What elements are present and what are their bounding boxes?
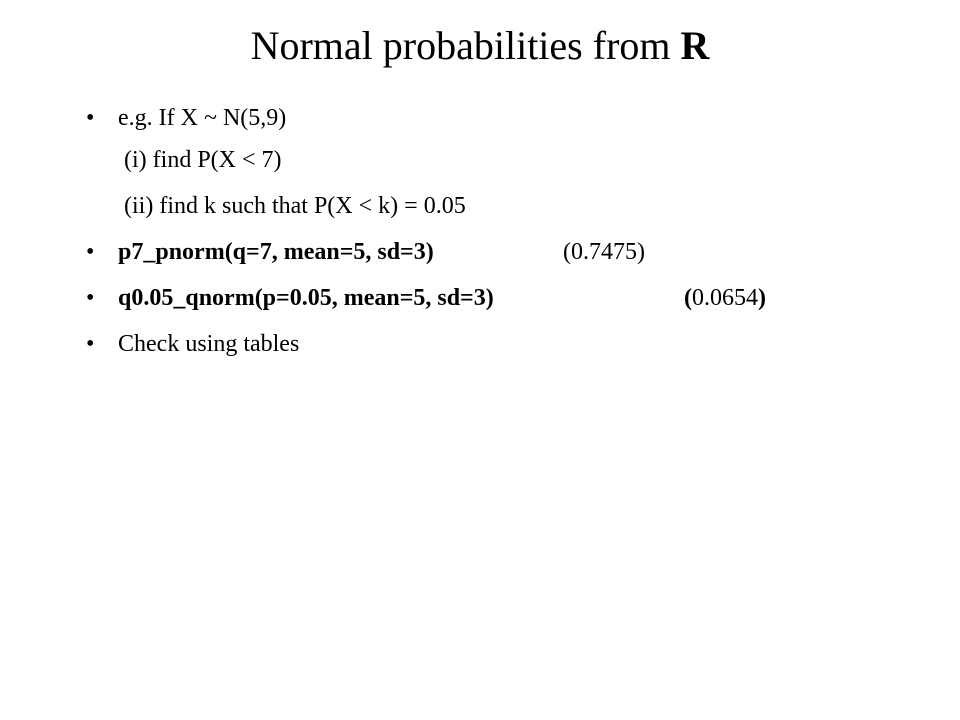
slide-title-bold: R (680, 23, 710, 68)
subitem-1-text: (i) find P(X < 7) (124, 147, 282, 173)
bullet-3-code: q0.05_qnorm(p=0.05, mean=5, sd=3) (118, 285, 494, 311)
bullet-1-dot: • (86, 105, 95, 131)
slide-title-text: Normal probabilities from (250, 23, 681, 68)
bullet-1-text: e.g. If X ~ N(5,9) (118, 105, 287, 131)
bullet-4-text: Check using tables (118, 331, 300, 357)
slide-title (0, 16, 960, 76)
bullet-3-result-value: 0.0654 (692, 285, 758, 311)
bullet-3-result-close: ) (758, 285, 766, 311)
bullet-2-result: (0.7475) (563, 239, 645, 265)
bullet-4-dot: • (86, 331, 95, 357)
bullet-2-dot: • (86, 239, 95, 265)
bullet-3-result (684, 282, 766, 314)
bullet-3-result-open: ( (684, 285, 692, 311)
bullet-3-dot: • (86, 285, 95, 311)
bullet-2-code: p7_pnorm(q=7, mean=5, sd=3) (118, 239, 434, 265)
subitem-2-text: (ii) find k such that P(X < k) = 0.05 (124, 193, 466, 219)
